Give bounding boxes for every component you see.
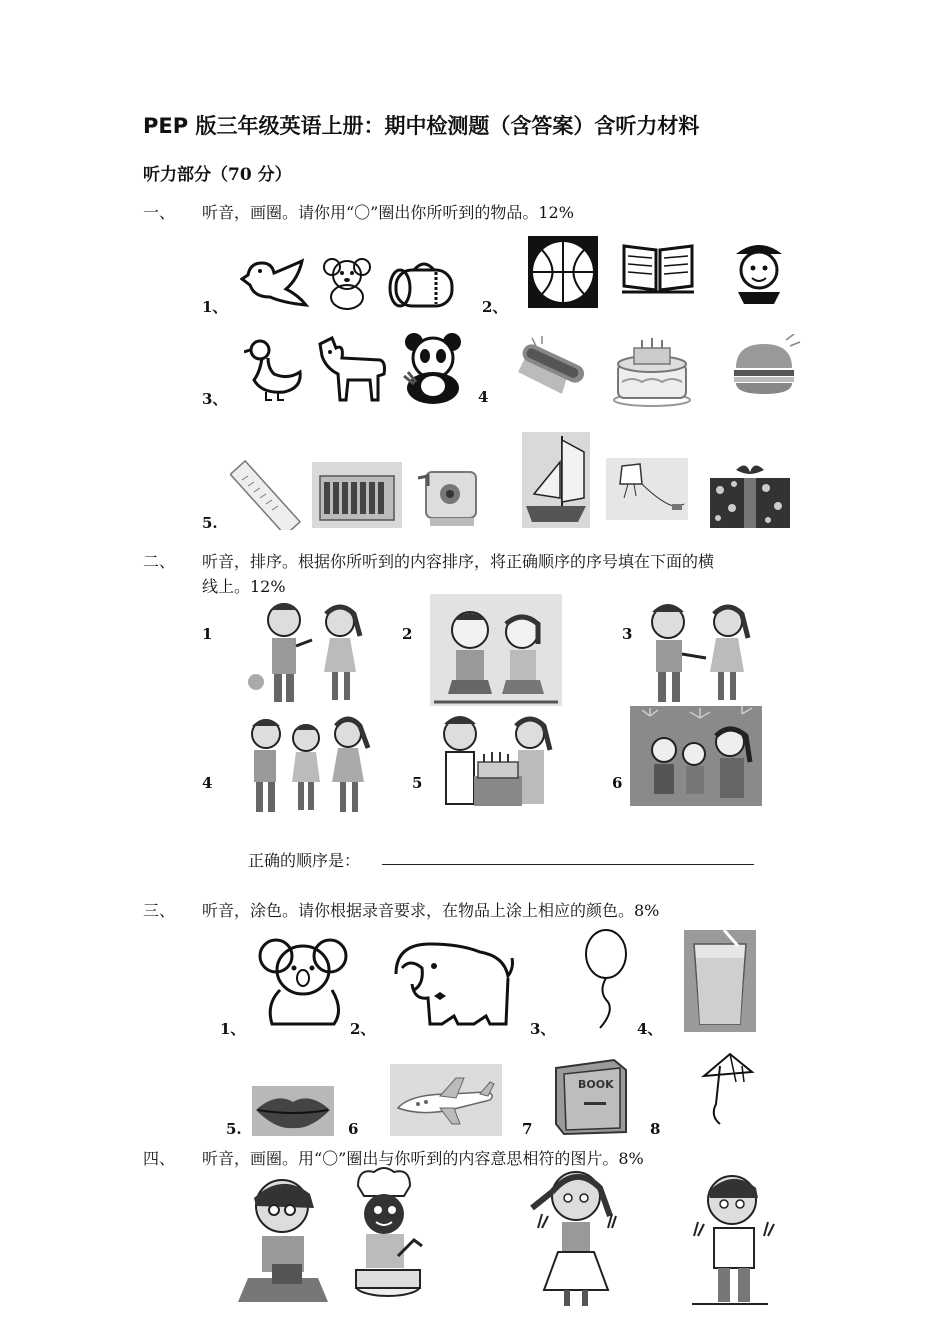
boy-peace-sign-picture[interactable] [688,1166,780,1306]
q3-number-2: 2、 [350,1020,376,1038]
scene-3-picture[interactable] [630,594,762,706]
q3-number-7: 7 [522,1120,533,1138]
q1-number-2: 2、 [482,298,508,316]
q3-number-6: 6 [348,1120,359,1138]
boat-picture[interactable] [522,432,590,528]
balloon-outline-picture[interactable] [580,928,632,1032]
q1-number-5: 5. [202,514,218,532]
book-colored-picture[interactable] [550,1058,630,1136]
chef-boy-cake-picture[interactable] [338,1166,434,1308]
q2-number-6: 6 [612,774,623,792]
airplane-picture[interactable] [390,1064,502,1136]
koala-outline-picture[interactable] [258,934,354,1032]
q1-number-4: 4 [478,388,489,406]
q3-marker: 三、 [143,901,176,920]
section-heading: 听力部分（70 分） [143,165,292,185]
hamburger-picture[interactable] [728,334,802,400]
girl-peace-sign-picture[interactable] [528,1164,618,1308]
dog-picture[interactable] [314,334,390,404]
q2-number-1: 1 [202,625,213,643]
q1-number-1: 1、 [202,298,228,316]
elephant-outline-picture[interactable] [390,938,520,1028]
book-cover-word: BOOK [578,1078,614,1091]
scene-2-picture[interactable] [430,594,562,706]
q2-number-4: 4 [202,774,213,792]
pencil-sharpener-picture[interactable] [412,458,492,528]
q2-instruction-line1: 听音，排序。根据你所听到的内容排序，将正确顺序的序号填在下面的横 [202,552,715,571]
gift-box-picture[interactable] [704,460,796,530]
q3-number-3: 3、 [530,1020,556,1038]
q1-marker: 一、 [143,203,176,222]
duck-picture[interactable] [244,336,304,402]
ruler-picture[interactable] [230,460,302,530]
bag-picture[interactable] [386,258,462,310]
basketball-picture[interactable] [528,236,598,308]
glass-of-milk-picture[interactable] [684,930,756,1032]
crayons-picture[interactable] [312,462,402,528]
q4-marker: 四、 [143,1149,176,1168]
q2-number-3: 3 [622,625,633,643]
birthday-cake-picture[interactable] [612,334,694,408]
book-picture[interactable] [622,240,694,295]
q2-answer-blank[interactable] [382,864,754,865]
q2-marker: 二、 [143,552,176,571]
hot-dog-picture[interactable] [512,334,588,398]
page-title: PEP 版三年级英语上册：期中检测题（含答案）含听力材料 [143,114,700,138]
scene-6-picture[interactable] [630,706,762,806]
q2-number-5: 5 [412,774,423,792]
q3-number-5: 5. [226,1120,242,1138]
kite-outline-picture[interactable] [690,1052,760,1128]
pirate-kid-picture[interactable] [726,236,792,306]
scene-5-picture[interactable] [430,708,562,808]
lips-picture[interactable] [252,1086,334,1136]
q2-answer-label: 正确的顺序是： [248,851,361,870]
bird-picture[interactable] [240,255,312,310]
boy-cutting-picture[interactable] [232,1172,336,1310]
kite-picture[interactable] [606,458,688,520]
q1-number-3: 3、 [202,390,228,408]
q3-number-4: 4、 [637,1020,663,1038]
q3-instruction: 听音，涂色。请你根据录音要求，在物品上涂上相应的颜色。8% [202,901,660,920]
q2-number-2: 2 [402,625,413,643]
q1-instruction: 听音，画圈。请你用“〇”圈出你所听到的物品。12% [202,203,574,222]
koala-bear-picture[interactable] [322,255,372,311]
panda-picture[interactable] [400,332,468,406]
scene-4-picture[interactable] [244,708,374,818]
q3-number-8: 8 [650,1120,661,1138]
q4-instruction: 听音，画圈。用“〇”圈出与你听到的内容意思相符的图片。8% [202,1149,644,1168]
q3-number-1: 1、 [220,1020,246,1038]
scene-1-picture[interactable] [244,596,374,706]
q2-instruction-line2: 线上。12% [202,577,286,596]
